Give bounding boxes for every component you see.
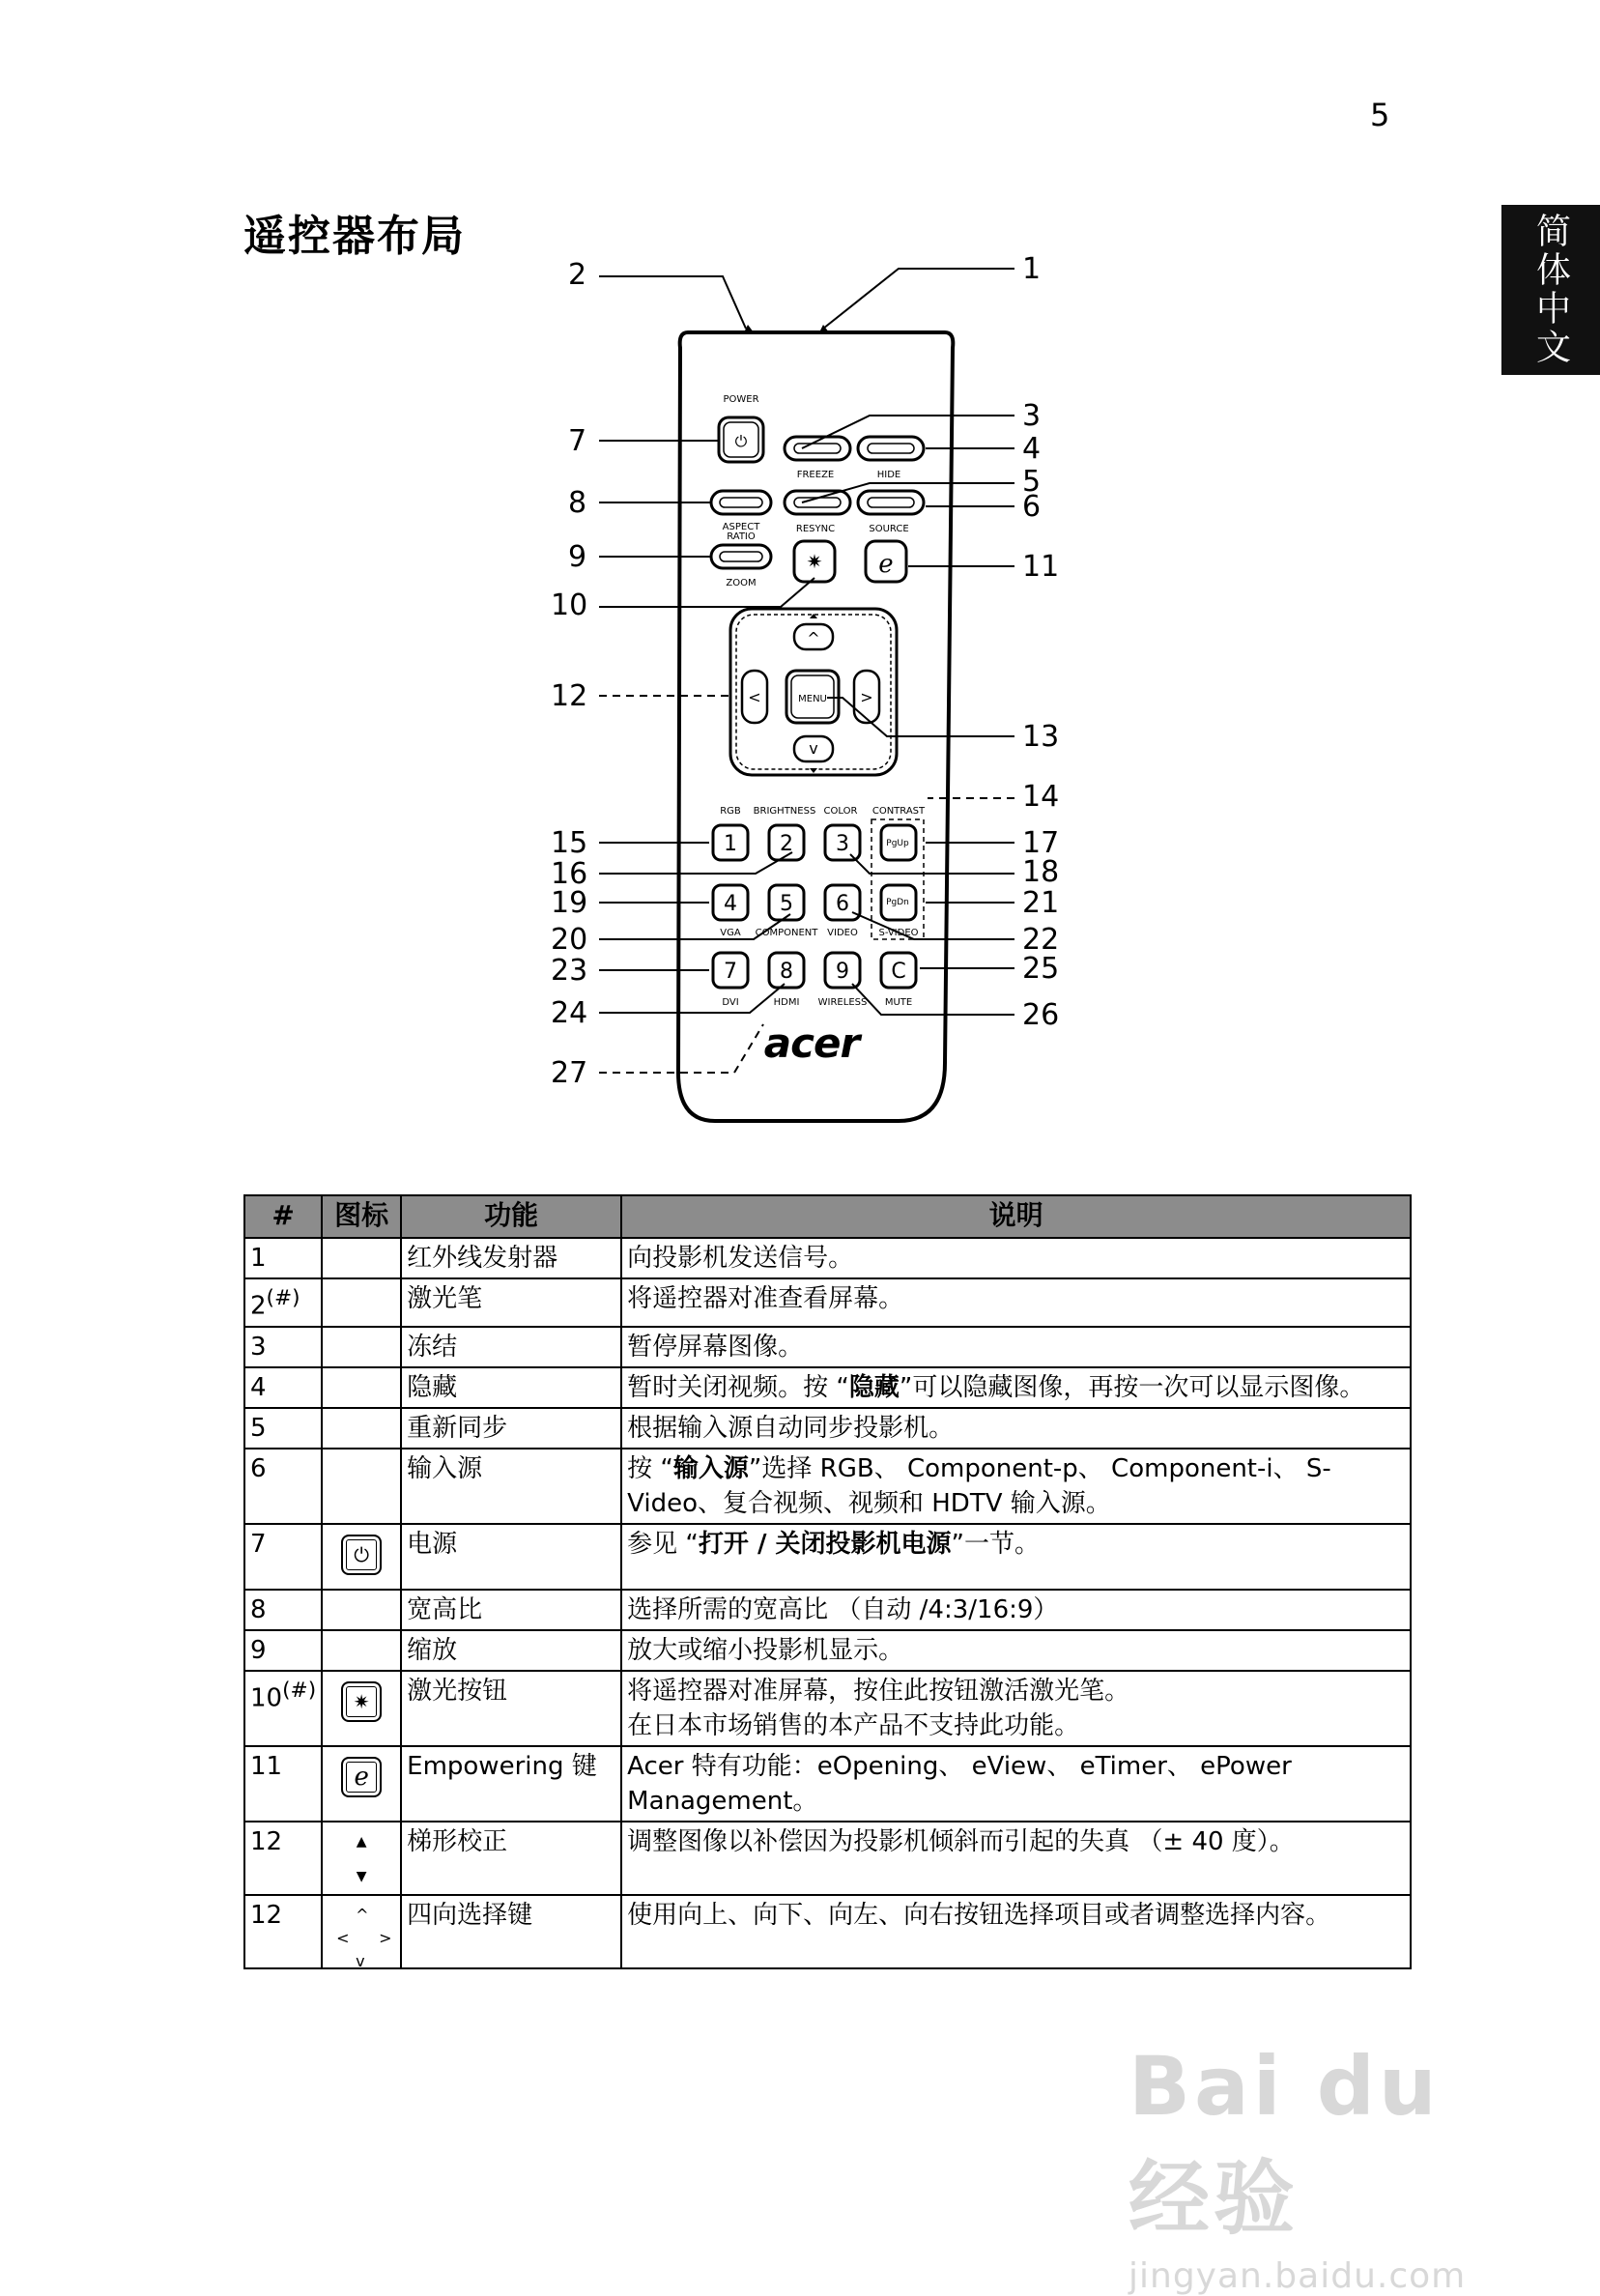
row-number: 2(#) — [244, 1278, 322, 1327]
callout-27: 27 — [551, 1056, 588, 1090]
row-description: 调整图像以补偿因为投影机倾斜而引起的失真 （± 40 度）。 — [621, 1822, 1411, 1895]
row-description: 暂时关闭视频。按 “隐藏”可以隐藏图像，再按一次可以显示图像。 — [621, 1367, 1411, 1408]
callout-13: 13 — [1022, 720, 1060, 754]
row-number: 12 — [244, 1822, 322, 1895]
down-icon: v — [809, 739, 818, 758]
callout-20: 20 — [551, 923, 588, 957]
row-function: Empowering 键 — [401, 1746, 621, 1822]
row-number: 1 — [244, 1238, 322, 1278]
callout-6: 6 — [1022, 490, 1042, 524]
callout-2: 2 — [568, 258, 587, 292]
table-row — [244, 1367, 1411, 1408]
up-icon: ^ — [807, 629, 820, 647]
row-number: 12 — [244, 1895, 322, 1968]
number-key-label: 3 — [836, 832, 849, 856]
callout-11: 11 — [1022, 550, 1060, 584]
callout-23: 23 — [551, 954, 588, 988]
row-number: 7 — [244, 1524, 322, 1590]
callout-14: 14 — [1022, 780, 1060, 814]
language-tab-label: 简体中文 — [1530, 213, 1571, 367]
row-function: 四向选择键 — [401, 1895, 621, 1968]
callout-4: 4 — [1022, 432, 1042, 466]
row-icon — [322, 1449, 401, 1524]
laser-icon: ✷ — [341, 1681, 382, 1722]
number-key-label: 5 — [780, 892, 793, 916]
row-icon — [322, 1238, 401, 1278]
resync-label: RESYNC — [795, 524, 836, 534]
row-icon — [322, 1327, 401, 1367]
table-row — [244, 1630, 1411, 1671]
number-key-label: 1 — [724, 832, 737, 856]
callout-3: 3 — [1022, 399, 1042, 433]
function-table — [243, 1194, 1412, 1969]
watermark-logo: Bai du 经验 — [1129, 2039, 1441, 2246]
power-icon: ⏻ — [734, 432, 748, 450]
rgb-label: RGB — [720, 806, 741, 817]
row-number: 10(#) — [244, 1671, 322, 1746]
mute-label: MUTE — [884, 997, 913, 1008]
header-number: # — [244, 1195, 322, 1238]
callout-7: 7 — [568, 424, 587, 458]
row-function: 输入源 — [401, 1449, 621, 1524]
row-number: 3 — [244, 1327, 322, 1367]
row-function: 重新同步 — [401, 1408, 621, 1449]
row-function: 激光笔 — [401, 1278, 621, 1327]
row-icon — [322, 1671, 401, 1746]
number-key-label: 7 — [724, 960, 737, 984]
callout-17: 17 — [1022, 826, 1060, 860]
zoom-label: ZOOM — [726, 578, 757, 588]
row-function: 缩放 — [401, 1630, 621, 1671]
hdmi-label: HDMI — [773, 997, 800, 1008]
page-number: 5 — [1370, 97, 1390, 133]
callout-19: 19 — [551, 886, 588, 920]
row-icon — [322, 1822, 401, 1895]
acer-logo: acer — [763, 1019, 860, 1067]
row-icon — [322, 1590, 401, 1630]
callout-8: 8 — [568, 486, 587, 520]
number-key-label: 4 — [724, 892, 737, 916]
watermark — [1129, 2039, 1505, 2296]
callout-25: 25 — [1022, 952, 1060, 986]
aspect-label: ASPECT — [722, 522, 760, 532]
laser-icon: ✷ — [806, 550, 823, 573]
watermark-url: jingyan.baidu.com — [1129, 2256, 1467, 2296]
vga-label: VGA — [720, 928, 741, 938]
table-row — [244, 1449, 1411, 1524]
number-key-label: 2 — [780, 832, 793, 856]
row-description: 放大或缩小投影机显示。 — [621, 1630, 1411, 1671]
table-row — [244, 1590, 1411, 1630]
callout-24: 24 — [551, 996, 588, 1030]
menu-label: MENU — [798, 694, 827, 704]
section-title: 遥控器布局 — [243, 212, 466, 261]
four-direction-icon: ^ < > v — [336, 1905, 392, 1970]
row-function: 激光按钮 — [401, 1671, 621, 1746]
callout-1: 1 — [1022, 252, 1042, 286]
number-key-label: C — [891, 960, 906, 984]
number-key-label: 6 — [836, 892, 849, 916]
callout-5: 5 — [1022, 465, 1042, 499]
row-description: 使用向上、向下、向左、向右按钮选择项目或者调整选择内容。 — [621, 1895, 1411, 1968]
left-icon: < — [748, 688, 761, 706]
callout-21: 21 — [1022, 886, 1060, 920]
table-row — [244, 1238, 1411, 1278]
color-label: COLOR — [823, 806, 858, 817]
row-description: 向投影机发送信号。 — [621, 1238, 1411, 1278]
pgdn-label: PgDn — [886, 898, 909, 907]
row-description: 根据输入源自动同步投影机。 — [621, 1408, 1411, 1449]
svideo-label: S-VIDEO — [878, 928, 919, 938]
row-number: 11 — [244, 1746, 322, 1822]
row-description: 按 “输入源”选择 RGB、 Component-p、 Component-i、 S-Video、复合视频、视频和 HDTV 输入源。 — [621, 1449, 1411, 1524]
callout-26: 26 — [1022, 998, 1060, 1032]
row-icon — [322, 1367, 401, 1408]
table-row — [244, 1327, 1411, 1367]
table-row — [244, 1408, 1411, 1449]
empowering-icon: e — [341, 1757, 382, 1797]
callout-12: 12 — [551, 679, 588, 713]
pgup-label: PgUp — [886, 839, 909, 848]
table-row — [244, 1671, 1411, 1746]
brightness-label: BRIGHTNESS — [753, 806, 816, 817]
hide-label: HIDE — [876, 470, 901, 480]
table-row — [244, 1895, 1411, 1968]
contrast-label: CONTRAST — [871, 806, 926, 817]
row-icon — [322, 1895, 401, 1968]
row-icon — [322, 1408, 401, 1449]
power-label: POWER — [723, 394, 759, 405]
freeze-label: FREEZE — [796, 470, 835, 480]
header-icon: 图标 — [322, 1195, 401, 1238]
ratio-label: RATIO — [727, 531, 756, 542]
header-description: 说明 — [621, 1195, 1411, 1238]
table-header-row — [244, 1195, 1411, 1238]
callout-18: 18 — [1022, 855, 1060, 889]
keystone-icon: ▲ ▼ — [356, 1833, 367, 1884]
row-description: 将遥控器对准屏幕，按住此按钮激活激光笔。 在日本市场销售的本产品不支持此功能。 — [621, 1671, 1411, 1746]
callout-16: 16 — [551, 857, 588, 891]
row-description: 选择所需的宽高比 （自动 /4:3/16:9） — [621, 1590, 1411, 1630]
row-function: 红外线发射器 — [401, 1238, 621, 1278]
row-function: 宽高比 — [401, 1590, 621, 1630]
video-label: VIDEO — [827, 928, 858, 938]
row-icon — [322, 1746, 401, 1822]
row-number: 8 — [244, 1590, 322, 1630]
row-function: 隐藏 — [401, 1367, 621, 1408]
number-key-label: 9 — [836, 960, 849, 984]
dvi-label: DVI — [722, 997, 739, 1008]
table-row — [244, 1278, 1411, 1327]
row-function: 梯形校正 — [401, 1822, 621, 1895]
source-label: SOURCE — [869, 524, 909, 534]
row-function: 电源 — [401, 1524, 621, 1590]
row-description: 暂停屏幕图像。 — [621, 1327, 1411, 1367]
row-number: 4 — [244, 1367, 322, 1408]
row-number: 6 — [244, 1449, 322, 1524]
callout-9: 9 — [568, 540, 587, 574]
table-row — [244, 1822, 1411, 1895]
right-icon: > — [860, 688, 873, 706]
header-function: 功能 — [401, 1195, 621, 1238]
row-number: 9 — [244, 1630, 322, 1671]
callout-22: 22 — [1022, 923, 1060, 957]
number-key-label: 8 — [780, 960, 793, 984]
component-label: COMPONENT — [755, 928, 818, 938]
power-icon: ⏻ — [341, 1535, 382, 1575]
row-description: Acer 特有功能：eOpening、 eView、 eTimer、 ePower Management。 — [621, 1746, 1411, 1822]
row-icon — [322, 1630, 401, 1671]
row-number: 5 — [244, 1408, 322, 1449]
wireless-label: WIRELESS — [817, 997, 868, 1008]
row-function: 冻结 — [401, 1327, 621, 1367]
row-icon — [322, 1524, 401, 1590]
row-description: 将遥控器对准查看屏幕。 — [621, 1278, 1411, 1327]
row-icon — [322, 1278, 401, 1327]
callout-10: 10 — [551, 588, 588, 622]
empowering-icon: e — [878, 550, 894, 579]
row-description: 参见 “打开 / 关闭投影机电源”一节。 — [621, 1524, 1411, 1590]
table-row — [244, 1524, 1411, 1590]
callout-15: 15 — [551, 826, 588, 860]
table-row — [244, 1746, 1411, 1822]
